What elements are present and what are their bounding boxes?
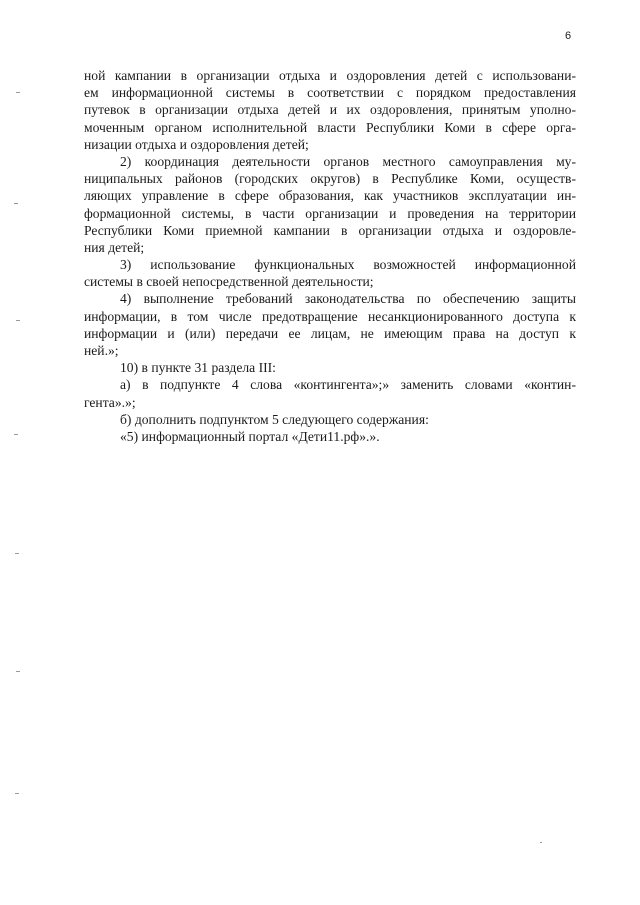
paragraph-1-line-1: ной кампании в организации отдыха и оздоровления детей с использовани- — [84, 68, 576, 83]
paragraph-4-line-1: 4) выполнение требований законодательства по обеспечению защиты — [120, 291, 576, 307]
scan-mark — [16, 671, 20, 672]
paragraph-4-line-2: информации, в том числе предотвращение несанкционированного доступа к — [84, 308, 576, 324]
paragraph-1-line-4: моченным органом исполнительной власти Республики Коми в сфере орга- — [84, 119, 576, 135]
scan-mark — [14, 434, 18, 435]
paragraph-8-line-1: «5) информационный портал «Дети11.рф».». — [120, 428, 380, 444]
paragraph-6-line-1: а) в подпункте 4 слова «контингента»;» заменить словами «контин- — [120, 377, 576, 393]
paragraph-2-line-6: ния детей; — [84, 239, 145, 255]
scan-mark — [15, 553, 19, 554]
paragraph-2-line-5: Республики Коми приемной кампании в организации отдыха и оздоровле- — [84, 222, 576, 238]
paragraph-2-line-4: формационной системы, в части организации и проведения на территории — [84, 205, 576, 221]
paragraph-2-line-2: ниципальных районов (городских округов) в Республике Коми, осуществ- — [84, 171, 576, 187]
scan-mark — [540, 842, 542, 843]
scan-mark — [16, 92, 20, 93]
paragraph-7-line-1: б) дополнить подпунктом 5 следующего содержания: — [120, 411, 429, 427]
scan-mark — [16, 320, 20, 321]
paragraph-4-line-4: ней.»; — [84, 343, 119, 358]
paragraph-2-line-1: 2) координация деятельности органов местного самоуправления му- — [120, 153, 576, 169]
paragraph-6-line-2: гента».»; — [84, 394, 136, 410]
document-body — [84, 67, 576, 445]
paragraph-3-line-1: 3) использование функциональных возможностей информационной — [120, 257, 576, 273]
scan-mark — [14, 203, 18, 204]
paragraph-1-line-3: путевок в организации отдыха детей и их оздоровления, принятым уполно- — [84, 102, 576, 118]
page-number: 6 — [565, 30, 572, 42]
paragraph-1-line-2: ем информационной системы в соответствии с порядком предоставления — [84, 85, 576, 101]
scan-mark — [15, 793, 19, 794]
paragraph-5-line-1: 10) в пункте 31 раздела III: — [120, 360, 276, 376]
paragraph-1-line-5: низации отдыха и оздоровления детей; — [84, 136, 309, 152]
paragraph-2-line-3: ляющих управление в сфере образования, как участников эксплуатации ин- — [84, 188, 576, 204]
paragraph-4-line-3: информации и (или) передачи ее лицам, не имеющим права на доступ к — [84, 325, 576, 341]
paragraph-3-line-2: системы в своей непосредственной деятельности; — [84, 274, 374, 290]
